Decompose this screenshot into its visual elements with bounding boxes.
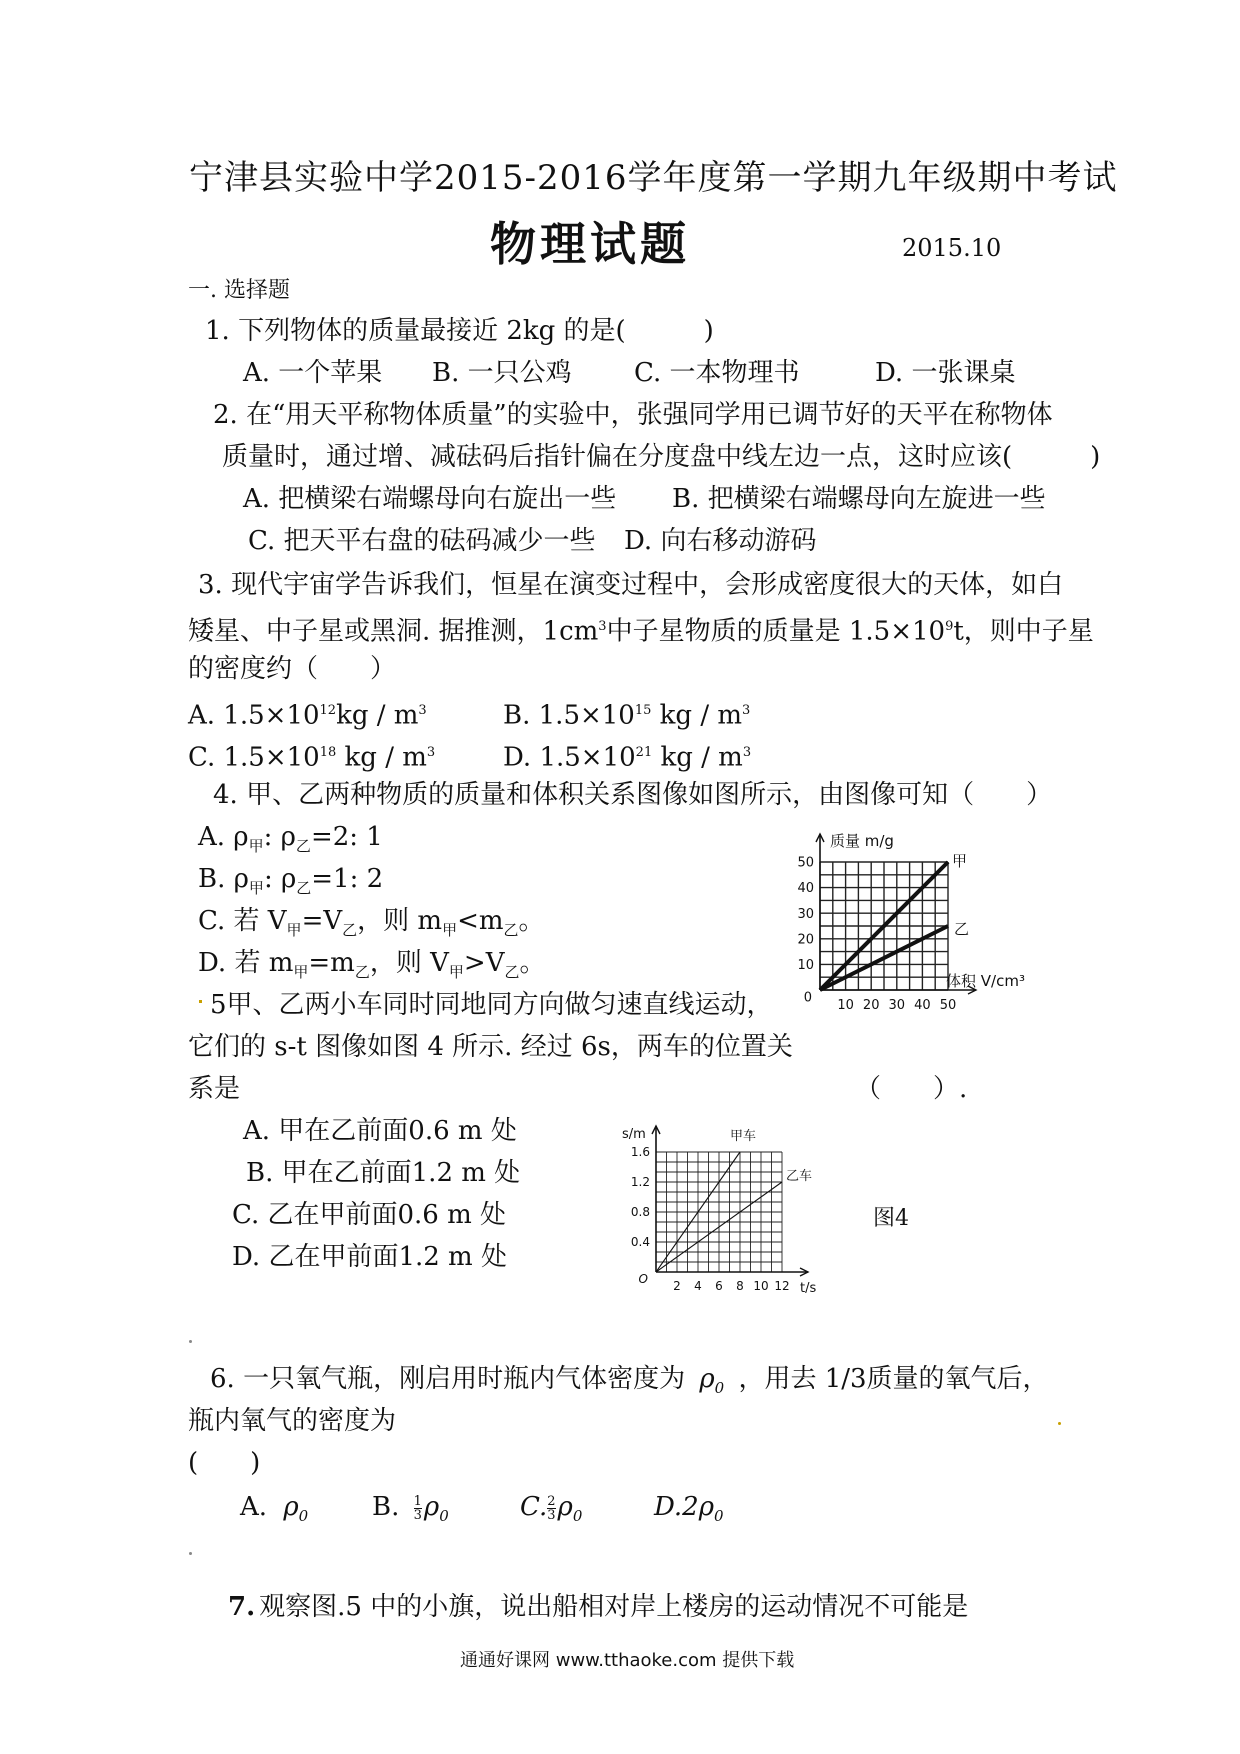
series-label-2: 乙 (954, 920, 970, 938)
q7-number: 7. (228, 1592, 256, 1622)
s-t-chart (610, 1118, 880, 1298)
y-tick-label: 30 (797, 906, 814, 922)
q5-stem-line3: 系是 (188, 1074, 241, 1104)
q6-d-label: D.2 (654, 1492, 699, 1522)
q6-stem-part2: ，用去 1/3质量的氧气后， (738, 1364, 1049, 1394)
q4-d-t3: ，则 V (369, 948, 449, 978)
x-tick-label: 4 (694, 1279, 702, 1293)
q6-d-rho-symbol: ρ (698, 1492, 715, 1522)
q3-exponent-mass: 9 (945, 619, 954, 634)
q3-d-exp: 21 (635, 745, 653, 760)
y-tick-label: 0.8 (630, 1205, 650, 1220)
x-tick-label: 6 (715, 1279, 723, 1293)
q6-a-rho: ρ (283, 1492, 299, 1522)
series-label-1: 甲 (952, 852, 968, 870)
q4-option-a (198, 820, 383, 863)
x-axis-label: 体积 V/cm³ (946, 972, 1025, 990)
y-axis-label: 质量 m/g (830, 832, 894, 850)
q4-b-s1: 甲 (248, 879, 264, 898)
q6-b-num: 1 (413, 1493, 422, 1509)
q6-stem-line1 (210, 1362, 1049, 1405)
q3-stem-line1: 3. 现代宇宙学告诉我们，恒星在演变过程中，会形成密度很大的天体，如白 (198, 570, 1064, 600)
q6-answer-bracket: ( ) (188, 1448, 261, 1478)
q6-rho0-sub: 0 (714, 1379, 725, 1398)
q1-option-d: D. 一张课桌 (875, 358, 1016, 388)
q6-b-rho (423, 1492, 449, 1526)
stray-dot-2 (1058, 1422, 1061, 1425)
q3-stem-part2: 中子星物质的质量是 1.5×10 (606, 616, 946, 647)
origin-label: O (638, 1271, 648, 1286)
q3-d-base: D. 1.5×10 (503, 742, 636, 773)
exam-title: 宁津县实验中学2015-2016学年度第一学期九年级期中考试 (189, 158, 1118, 198)
q3-exponent-cm: 3 (598, 619, 607, 634)
q3-stem-line3: 的密度约（ ） (188, 654, 397, 684)
x-tick-label: 20 (862, 998, 880, 1013)
q4-b-t2: : ρ (263, 864, 297, 894)
q2-option-c: C. 把天平右盘的砝码减少一些 (248, 526, 596, 556)
q3-c-exp: 18 (319, 745, 337, 760)
q2-option-d: D. 向右移动游码 (624, 526, 817, 556)
q6-c-num: 2 (547, 1493, 556, 1509)
x-tick-label: 2 (673, 1279, 681, 1293)
s-t-chart-body (622, 1126, 816, 1296)
q1-stem: 1. 下列物体的质量最接近 2kg 的是( ) (205, 316, 714, 346)
q4-d-t4: >V (463, 948, 505, 978)
q5-answer-bracket: （ ）. (855, 1074, 968, 1104)
q3-stem-part1: 矮星、中子星或黑洞. 据推测，1cm (188, 616, 599, 647)
q6-d-rho (698, 1492, 724, 1526)
x-tick-label: 50 (939, 998, 957, 1013)
q6-c-rho (557, 1492, 583, 1526)
stray-dot (189, 1340, 192, 1343)
footer-note: 通通好课网 www.tthaoke.com 提供下载 (460, 1650, 795, 1671)
series-label-1: 甲车 (730, 1129, 757, 1144)
q3-a-base: A. 1.5×10 (188, 700, 320, 731)
q6-c-rho-symbol: ρ (557, 1492, 573, 1522)
q3-option-d (503, 736, 751, 775)
q6-b-rho-sub: 0 (439, 1507, 449, 1526)
q4-d-t5: 。 (519, 948, 546, 978)
q1-option-c: C. 一本物理书 (634, 358, 800, 388)
q4-c-s3: 甲 (442, 921, 458, 940)
y-axis-label: s/m (622, 1127, 646, 1142)
q3-d-unit-exp: 3 (742, 745, 752, 760)
q4-c-s4: 乙 (503, 921, 519, 940)
q4-c-s1: 甲 (286, 921, 302, 940)
q1-option-a: A. 一个苹果 (243, 358, 383, 388)
q5-option-a: A. 甲在乙前面0.6 m 处 (243, 1116, 517, 1146)
q3-b-base: B. 1.5×10 (503, 700, 635, 731)
q3-a-exp: 12 (319, 703, 337, 718)
x-tick-label: 12 (774, 1279, 790, 1293)
q4-b-s2: 乙 (296, 879, 312, 898)
x-tick-label: 10 (837, 998, 854, 1013)
q3-a-unit: kg / m (336, 700, 419, 731)
origin-label: 0 (803, 990, 812, 1006)
y-tick-label: 0.4 (630, 1235, 650, 1250)
q6-a-label: A. (240, 1492, 268, 1522)
q2-stem-line1: 2. 在“用天平称物体质量”的实验中，张强同学用已调节好的天平在称物体 (213, 400, 1053, 430)
q2-option-a: A. 把横梁右端螺母向右旋出一些 (243, 484, 617, 514)
q4-a-t3: =2: 1 (310, 822, 383, 852)
q6-stem-line2: 瓶内氧气的密度为 (188, 1406, 397, 1436)
q3-b-unit: kg / m (651, 700, 743, 731)
q4-d-s3: 甲 (448, 963, 464, 982)
q1-option-b: B. 一只公鸡 (432, 358, 572, 388)
q6-rho0 (699, 1364, 725, 1398)
q4-d-s2: 乙 (354, 963, 370, 982)
q2-stem-line2: 质量时，通过增、减砝码后指针偏在分度盘中线左边一点，这时应该( ) (222, 442, 1101, 472)
q6-d-rho-sub: 0 (714, 1507, 724, 1526)
q5-stem-line1: 5甲、乙两小车同时同地同方向做匀速直线运动， (210, 990, 773, 1020)
q6-b-den: 3 (413, 1507, 422, 1523)
q6-option-b (372, 1490, 449, 1533)
q4-c-t2: =V (301, 906, 343, 936)
series-label-2: 乙车 (786, 1169, 813, 1184)
q3-b-unit-exp: 3 (742, 703, 751, 718)
q6-a-rho-sub: 0 (298, 1507, 309, 1526)
q4-a-t1: A. ρ (198, 822, 249, 852)
y-tick-label: 20 (797, 932, 814, 948)
q4-a-s2: 乙 (295, 837, 311, 856)
mass-volume-chart-body (797, 832, 1025, 1013)
q4-a-s1: 甲 (248, 837, 264, 856)
q3-option-c (188, 736, 435, 775)
q4-d-t2: =m (308, 948, 355, 978)
q4-b-t3: =1: 2 (311, 864, 384, 894)
q6-a-value (283, 1492, 309, 1526)
q6-b-rho-symbol: ρ (423, 1492, 440, 1522)
q3-c-unit-exp: 3 (426, 745, 436, 760)
q6-c-label: C. (520, 1492, 548, 1522)
x-axis-label: t/s (800, 1281, 817, 1296)
q4-d-t1: D. 若 m (198, 948, 294, 978)
x-tick-label: 10 (753, 1279, 769, 1293)
q3-option-a (188, 694, 427, 733)
q4-c-t1: C. 若 V (198, 906, 287, 936)
q6-b-label: B. (372, 1492, 400, 1522)
q4-option-c (198, 904, 545, 947)
q4-c-t5: 。 (518, 906, 545, 936)
x-tick-label: 8 (736, 1279, 744, 1293)
q6-option-d (654, 1490, 724, 1533)
q4-a-t2: : ρ (263, 822, 296, 852)
y-tick-label: 40 (797, 881, 814, 897)
exam-date: 2015.10 (902, 234, 1002, 262)
x-tick-label: 40 (914, 998, 931, 1013)
y-tick-label: 1.2 (630, 1175, 650, 1190)
q4-option-b (198, 862, 383, 905)
stray-dot-3 (189, 1552, 192, 1555)
mass-volume-chart (770, 818, 1070, 1028)
q4-c-t4: <m (457, 906, 504, 936)
q3-d-unit: kg / m (652, 742, 743, 773)
y-tick-label: 10 (797, 957, 814, 973)
q4-option-d (198, 946, 546, 989)
q4-d-s4: 乙 (504, 963, 520, 982)
q5-option-c: C. 乙在甲前面0.6 m 处 (232, 1200, 507, 1230)
q6-c-rho-sub: 0 (572, 1507, 583, 1526)
figure-4-caption: 图4 (873, 1206, 909, 1231)
q4-d-s1: 甲 (293, 963, 309, 982)
q3-stem-part3: t，则中子星 (953, 616, 1094, 647)
q6-option-c (520, 1490, 582, 1533)
q6-rho0-symbol: ρ (699, 1364, 715, 1394)
exam-subtitle: 物理试题 (490, 217, 690, 271)
q6-option-a (240, 1490, 308, 1533)
q3-c-base: C. 1.5×10 (188, 742, 320, 773)
q3-b-exp: 15 (634, 703, 652, 718)
q5-stem-line2: 它们的 s-t 图像如图 4 所示. 经过 6s，两车的位置关 (188, 1032, 793, 1062)
q3-option-b (503, 694, 750, 733)
q3-a-unit-exp: 3 (418, 703, 427, 718)
q7-stem (228, 1590, 968, 1624)
q4-c-s2: 乙 (342, 921, 358, 940)
q3-c-unit: kg / m (336, 742, 427, 773)
q7-text: 观察图.5 中的小旗，说出船相对岸上楼房的运动情况不可能是 (259, 1592, 969, 1622)
q3-stem-line2 (188, 610, 1094, 649)
y-tick-label: 1.6 (630, 1145, 650, 1160)
section-heading: 一. 选择题 (188, 278, 290, 303)
y-tick-label: 50 (797, 855, 814, 871)
q5-marker-dot (199, 1000, 202, 1003)
q2-option-b: B. 把横梁右端螺母向左旋进一些 (672, 484, 1046, 514)
q6-c-fraction (547, 1495, 555, 1522)
q4-b-t1: B. ρ (198, 864, 249, 894)
q6-stem-part1: 6. 一只氧气瓶，刚启用时瓶内气体密度为 (210, 1364, 686, 1394)
q6-c-den: 3 (547, 1507, 556, 1523)
q6-b-fraction (414, 1495, 422, 1522)
q4-c-t3: ，则 m (357, 906, 443, 936)
x-tick-label: 30 (888, 998, 906, 1013)
q5-option-b: B. 甲在乙前面1.2 m 处 (246, 1158, 521, 1188)
q4-stem: 4. 甲、乙两种物质的质量和体积关系图像如图所示，由图像可知（ ） (213, 780, 1053, 810)
q5-option-d: D. 乙在甲前面1.2 m 处 (232, 1242, 507, 1272)
